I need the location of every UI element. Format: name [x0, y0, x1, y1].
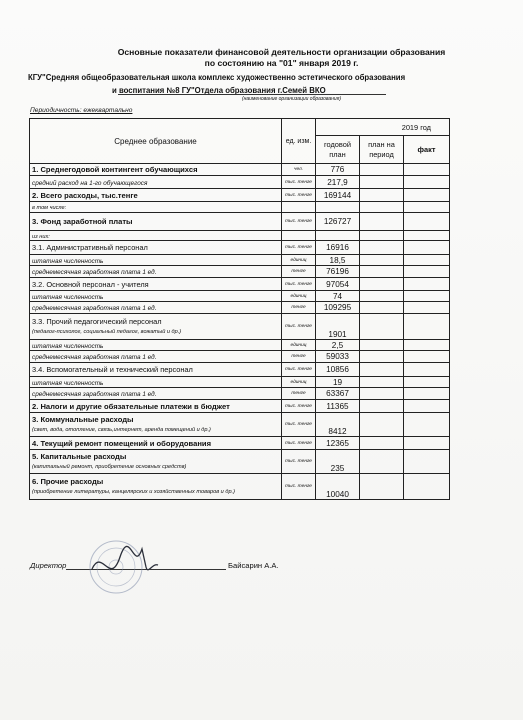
row-name: 3.4. Вспомогательный и технический персонал: [32, 365, 193, 374]
row-unit: тыс. тенге: [282, 413, 316, 437]
row-label: [30, 377, 282, 388]
col-header-period: план на период: [360, 136, 404, 164]
row-annual-value: [316, 202, 360, 213]
row-period-value: [360, 212, 404, 230]
row-name: среднемесячная заработная плата 1 ед.: [32, 354, 157, 361]
row-label: [30, 363, 282, 377]
table-row: [30, 340, 450, 351]
row-fact-value: [404, 266, 450, 278]
table-row: [30, 400, 450, 413]
row-unit: тыс. тенге: [282, 363, 316, 377]
row-annual-value: 74: [316, 291, 360, 302]
row-label: [30, 302, 282, 314]
row-fact-value: [404, 413, 450, 437]
row-name: из них:: [32, 233, 50, 240]
row-subtext: (приобретение литературы, канцелярских и хозяйственных товаров и др.): [32, 489, 235, 496]
row-unit: единиц: [282, 377, 316, 388]
row-label: [30, 278, 282, 291]
row-annual-value: 16916: [316, 241, 360, 255]
row-label: [30, 450, 282, 474]
row-subtext: (педагог-психолог, социальный педагог, вожатый и др.): [32, 329, 182, 336]
stamp-signature-icon: [86, 527, 160, 601]
table-row: [30, 266, 450, 278]
col-header-year: 2019 год: [316, 119, 450, 136]
row-period-value: [360, 202, 404, 213]
row-fact-value: [404, 241, 450, 255]
row-period-value: [360, 351, 404, 363]
row-period-value: [360, 388, 404, 400]
row-subtext: (капитальный ремонт, приобретение основных средств): [32, 464, 187, 471]
row-fact-value: [404, 212, 450, 230]
row-name: 1. Среднегодовой контингент обучающихся: [32, 165, 198, 174]
row-fact-value: [404, 230, 450, 241]
row-period-value: [360, 314, 404, 340]
row-annual-value: 776: [316, 164, 360, 176]
row-unit: единиц: [282, 291, 316, 302]
row-fact-value: [404, 351, 450, 363]
director-label: Директор: [30, 561, 67, 570]
row-label: [30, 189, 282, 202]
periodicity: Периодичность: ежеквартально: [30, 107, 133, 114]
table-row: [30, 351, 450, 363]
row-fact-value: [404, 377, 450, 388]
row-unit: тыс. тенге: [282, 474, 316, 500]
row-annual-value: 11365: [316, 400, 360, 413]
table-row: [30, 388, 450, 400]
row-annual-value: 169144: [316, 189, 360, 202]
row-fact-value: [404, 363, 450, 377]
row-annual-value: 76196: [316, 266, 360, 278]
row-label: [30, 474, 282, 500]
table-row: [30, 176, 450, 189]
table-row: [30, 413, 450, 437]
table-row: [30, 164, 450, 176]
table-row: [30, 189, 450, 202]
org-note: (наименование организации образования): [241, 96, 342, 102]
table-row: [30, 202, 450, 213]
row-unit: тыс. тенге: [282, 212, 316, 230]
row-label: [30, 176, 282, 189]
row-period-value: [360, 255, 404, 266]
row-period-value: [360, 363, 404, 377]
row-name: среднемесячная заработная плата 1 ед.: [32, 305, 157, 312]
row-label: [30, 437, 282, 450]
row-annual-value: 1901: [316, 314, 360, 340]
table-row: [30, 302, 450, 314]
row-label: [30, 340, 282, 351]
row-unit: единиц: [282, 340, 316, 351]
org-line-1: КГУ"Средняя общеобразовательная школа комплекс художественно эстетического образования: [28, 73, 406, 82]
row-name: штатная численность: [32, 379, 104, 387]
row-annual-value: 8412: [316, 413, 360, 437]
row-annual-value: 19: [316, 377, 360, 388]
row-period-value: [360, 176, 404, 189]
row-fact-value: [404, 314, 450, 340]
row-fact-value: [404, 189, 450, 202]
col-header-annual: годовой план: [316, 136, 360, 164]
row-name: 3. Коммунальные расходы: [32, 415, 134, 425]
row-name: 4. Текущий ремонт помещений и оборудования: [32, 438, 212, 448]
row-name: штатная численность: [32, 257, 104, 265]
row-annual-value: 97054: [316, 278, 360, 291]
row-annual-value: 235: [316, 450, 360, 474]
row-name: 6. Прочие расходы: [32, 477, 104, 487]
row-period-value: [360, 230, 404, 241]
row-name: среднемесячная заработная плата 1 ед.: [32, 391, 157, 398]
row-fact-value: [404, 176, 450, 189]
row-label: [30, 266, 282, 278]
col-header-name: Среднее образование: [30, 119, 282, 164]
row-fact-value: [404, 291, 450, 302]
row-annual-value: 109295: [316, 302, 360, 314]
table-row: [30, 377, 450, 388]
row-fact-value: [404, 474, 450, 500]
row-annual-value: 10040: [316, 474, 360, 500]
row-label: [30, 212, 282, 230]
row-name: 3.2. Основной персонал - учителя: [32, 279, 149, 289]
org-line-2: и воспитания №8 ГУ"Отдела образования г.Семей ВКО: [112, 86, 326, 95]
row-fact-value: [404, 278, 450, 291]
row-unit: [282, 230, 316, 241]
row-name: среднемесячная заработная плата 1 ед.: [32, 269, 157, 276]
row-period-value: [360, 164, 404, 176]
table-row: [30, 363, 450, 377]
row-label: [30, 400, 282, 413]
row-unit: тенге: [282, 351, 316, 363]
row-unit: тыс. тенге: [282, 437, 316, 450]
row-fact-value: [404, 400, 450, 413]
row-unit: тенге: [282, 266, 316, 278]
row-period-value: [360, 266, 404, 278]
row-unit: тыс. тенге: [282, 189, 316, 202]
row-annual-value: 59033: [316, 351, 360, 363]
row-name: 5. Капитальные расходы: [32, 452, 127, 462]
row-unit: тыс. тенге: [282, 241, 316, 255]
row-fact-value: [404, 450, 450, 474]
row-label: [30, 164, 282, 176]
row-label: [30, 241, 282, 255]
table-row: [30, 255, 450, 266]
row-period-value: [360, 450, 404, 474]
col-header-unit: ед. изм.: [282, 119, 316, 164]
row-period-value: [360, 302, 404, 314]
row-period-value: [360, 377, 404, 388]
row-unit: тыс. тенге: [282, 278, 316, 291]
org-underline: [118, 94, 386, 95]
row-period-value: [360, 278, 404, 291]
row-unit: тыс. тенге: [282, 400, 316, 413]
row-label: [30, 202, 282, 213]
table-row: [30, 314, 450, 340]
row-label: [30, 413, 282, 437]
row-period-value: [360, 400, 404, 413]
row-period-value: [360, 340, 404, 351]
row-fact-value: [404, 202, 450, 213]
row-annual-value: 63367: [316, 388, 360, 400]
row-name: 3.1. Административный персонал: [32, 243, 148, 252]
row-annual-value: 2,5: [316, 340, 360, 351]
table-row: [30, 437, 450, 450]
row-annual-value: 18,5: [316, 255, 360, 266]
row-name: штатная численность: [32, 342, 104, 350]
row-name: 2. Налоги и другие обязательные платежи в бюджет: [32, 401, 230, 411]
title-line-2: по состоянию на "01" января 2019 г.: [204, 58, 359, 68]
row-name: средний расход на 1-го обучающегося: [32, 179, 148, 187]
row-fact-value: [404, 164, 450, 176]
row-unit: [282, 202, 316, 213]
row-period-value: [360, 291, 404, 302]
row-unit: чел.: [282, 164, 316, 176]
table-row: [30, 230, 450, 241]
row-fact-value: [404, 255, 450, 266]
row-name: в том числе:: [32, 205, 67, 211]
table-row: [30, 474, 450, 500]
row-label: [30, 351, 282, 363]
financial-table: [29, 118, 450, 500]
table-row: [30, 450, 450, 474]
row-fact-value: [404, 388, 450, 400]
row-name: 3. Фонд заработной платы: [32, 216, 133, 226]
row-annual-value: 126727: [316, 212, 360, 230]
row-annual-value: 10856: [316, 363, 360, 377]
row-period-value: [360, 474, 404, 500]
row-period-value: [360, 189, 404, 202]
row-name: 3.3. Прочий педагогический персонал: [32, 317, 162, 327]
col-header-fact: факт: [404, 136, 450, 164]
row-label: [30, 255, 282, 266]
row-label: [30, 230, 282, 241]
table-row: [30, 291, 450, 302]
table-row: [30, 212, 450, 230]
row-unit: тенге: [282, 388, 316, 400]
row-period-value: [360, 413, 404, 437]
table-row: [30, 241, 450, 255]
row-period-value: [360, 241, 404, 255]
row-unit: тыс. тенге: [282, 314, 316, 340]
row-annual-value: 12365: [316, 437, 360, 450]
row-fact-value: [404, 340, 450, 351]
row-unit: тыс. тенге: [282, 176, 316, 189]
row-label: [30, 388, 282, 400]
row-unit: единиц: [282, 255, 316, 266]
row-subtext: (свет, вода, отопление, связь,интернет, аренда помещений и др.): [32, 427, 211, 434]
row-label: [30, 314, 282, 340]
row-fact-value: [404, 437, 450, 450]
table-row: [30, 278, 450, 291]
row-annual-value: 217,9: [316, 176, 360, 189]
row-fact-value: [404, 302, 450, 314]
row-annual-value: [316, 230, 360, 241]
row-unit: тыс. тенге: [282, 450, 316, 474]
row-period-value: [360, 437, 404, 450]
director-name: Байсарин А.А.: [228, 561, 279, 570]
row-label: [30, 291, 282, 302]
title-line-1: Основные показатели финансовой деятельности организации образования: [117, 47, 446, 57]
row-unit: тенге: [282, 302, 316, 314]
row-name: 2. Всего расходы, тыс.тенге: [32, 190, 138, 200]
row-name: штатная численность: [32, 293, 104, 301]
